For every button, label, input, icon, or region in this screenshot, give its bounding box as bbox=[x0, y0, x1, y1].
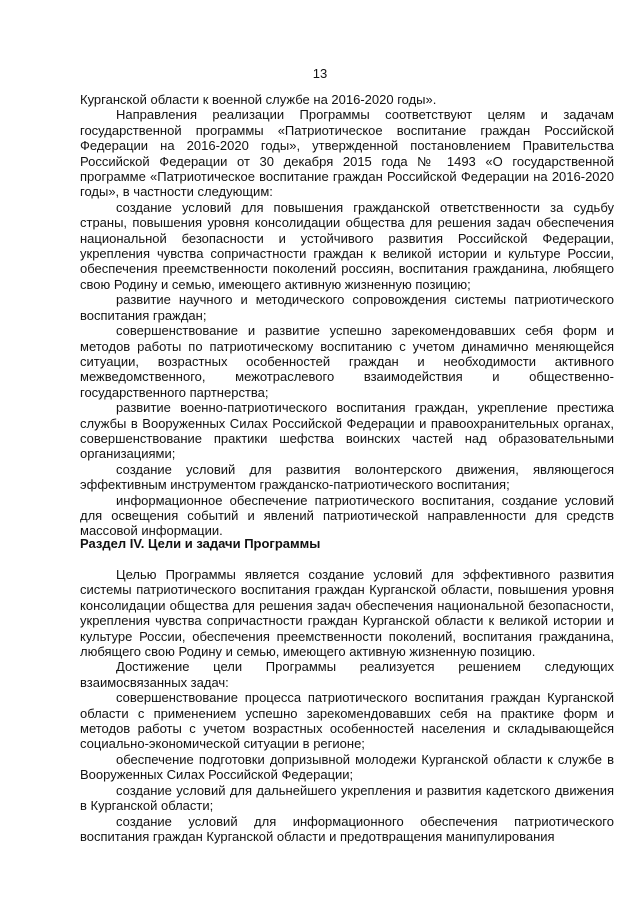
paragraph: совершенствование и развитие успешно зарекомендовавших себя форм и методов работы по патриотическому воспитанию с учетом динамично меняющейся ситуации, возрастных особенностей граждан и необходимости активного межведомственного, межотраслевого взаимодействия и общественно-государственного партнерства; bbox=[80, 323, 614, 400]
paragraph: Целью Программы является создание условий для эффективного развития системы патриотического воспитания граждан Курганской области, повышения уровня консолидации общества для решения задач обеспечения национальной безопасности, укрепления чувства сопричастности граждан Курганской области к великой истории и культуре России, обеспечения преемственности поколений, воспитания гражданина, любящего свою Родину и семью, имеющего активную жизненную позицию. bbox=[80, 567, 614, 660]
paragraph: создание условий для дальнейшего укрепления и развития кадетского движения в Курганской области; bbox=[80, 782, 614, 814]
paragraph: развитие военно-патриотического воспитания граждан, укрепление престижа службы в Вооруженных Силах Российской Федерации и правоохранительных органах, совершенствование практики шефства воинских частей над образовательными организациями; bbox=[80, 400, 614, 462]
paragraph: развитие научного и методического сопровождения системы патриотического воспитания граждан; bbox=[80, 292, 614, 323]
section-iii-body bbox=[80, 92, 614, 539]
section-iv-body bbox=[80, 567, 614, 844]
paragraph: обеспечение подготовки допризывной молодежи Курганской области к службе в Вооруженных Силах Российской Федерации; bbox=[80, 751, 614, 783]
paragraph: Курганской области к военной службе на 2016-2020 годы». bbox=[80, 92, 437, 107]
paragraph: Достижение цели Программы реализуется решением следующих взаимосвязанных задач: bbox=[80, 659, 614, 690]
paragraph: совершенствование процесса патриотического воспитания граждан Курганской области с применением успешно зарекомендовавших себя на практике форм и методов работы с учетом возрастных особенностей населения и складывающейся социально-экономической ситуации в регионе; bbox=[80, 690, 614, 752]
paragraph: информационное обеспечение патриотического воспитания, создание условий для освещения событий и явлений патриотической направленности для средств массовой информации. bbox=[80, 492, 614, 539]
paragraph: создание условий для развития волонтерского движения, являющегося эффективным инструментом гражданско-патриотического воспитания; bbox=[80, 461, 614, 493]
paragraph: создание условий для информационного обеспечения патриотического воспитания граждан Курганской области и предотвращения манипулирования bbox=[80, 813, 614, 844]
section-heading-wrap bbox=[80, 536, 614, 551]
paragraph: создание условий для повышения гражданской ответственности за судьбу страны, повышения уровня консолидации общества для решения задач обеспечения национальной безопасности и устойчивого развития Российской Федерации, укрепления чувства сопричастности граждан к великой истории и культуре России, обеспечения преемственности поколений россиян, воспитания гражданина, любящего свою Родину и семью, имеющего активную жизненную позицию; bbox=[80, 199, 614, 292]
page-number: 13 bbox=[312, 66, 328, 81]
paragraph: Направления реализации Программы соответствуют целям и задачам государственной программы «Патриотическое воспитание граждан Российской Федерации на 2016-2020 годы», утвержденной постановлением Правительства Российской Федерации от 30 декабря 2015 года № 1493 «О государственной программе «Патриотическое воспитание граждан Российской Федерации на 2016-2020 годы», в частности следующим: bbox=[80, 107, 614, 200]
section-heading: Раздел IV. Цели и задачи Программы bbox=[80, 536, 321, 551]
